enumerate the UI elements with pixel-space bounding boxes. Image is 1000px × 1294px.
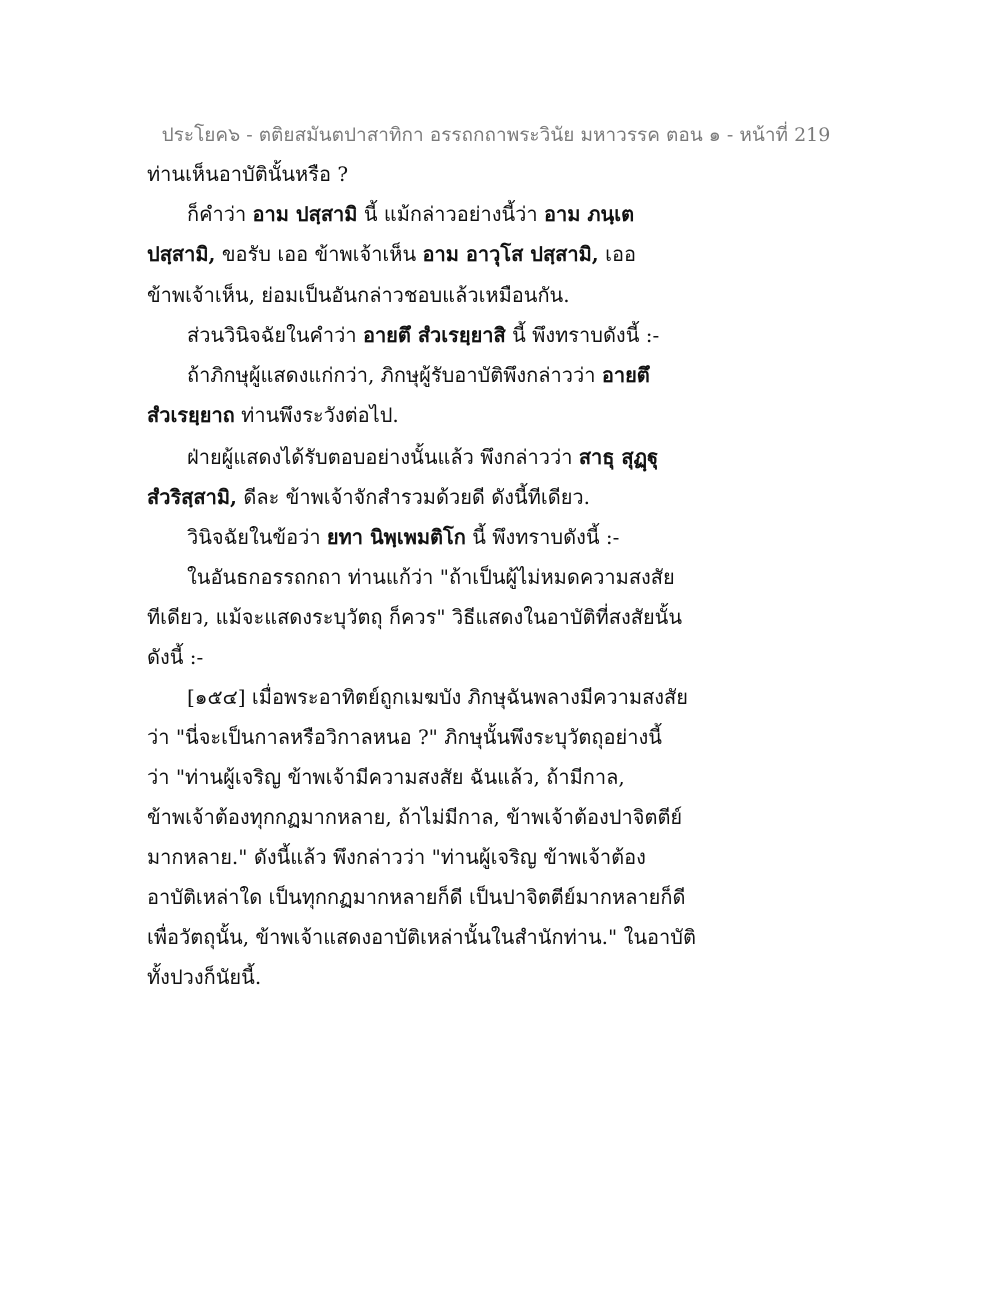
text-run: นี้ แม้กล่าวอย่างนี้ว่า [357,202,544,226]
text-line [147,401,399,429]
text-run: นี้ พึงทราบดังนี้ :- [505,323,660,347]
text-line [147,603,682,631]
bold-term: อาม ปสฺสามิ [252,202,358,226]
text-run: มากหลาย." ดังนี้แล้ว พึงกล่าวว่า "ท่านผู้เจริญ ข้าพเจ้าต้อง [147,845,646,869]
text-line [147,843,646,871]
text-run: ส่วนวินิจฉัยในคำว่า [187,323,363,347]
text-line [147,923,696,951]
text-line [147,281,570,309]
bold-term: อาม ภนฺเต [543,202,635,226]
text-run: [๑๕๔] เมื่อพระอาทิตย์ถูกเมฆบัง ภิกษุฉันพลางมีความสงสัย [187,685,688,709]
bold-term: อายตึ สํวเรยฺยาสิ [362,323,506,347]
text-line [187,683,688,711]
bold-term: สํวริสฺสามิ, [147,485,237,509]
text-run: ฝ่ายผู้แสดงได้รับตอบอย่างนั้นแล้ว พึงกล่าวว่า [187,445,579,469]
text-run: วินิจฉัยในข้อว่า [187,525,327,549]
text-line [147,963,261,991]
bold-term: อาม อาวุโส ปสฺสามิ, [422,242,599,266]
bold-term: ปสฺสามิ, [147,242,216,266]
text-run: ดีละ ข้าพเจ้าจักสำรวมด้วยดี ดังนี้ทีเดียว. [236,485,591,509]
text-run: นี้ พึงทราบดังนี้ :- [465,525,620,549]
text-run: เพื่อวัตถุนั้น, ข้าพเจ้าแสดงอาบัติเหล่านั้นในสำนักท่าน." ในอาบัติ [147,925,696,949]
text-line [147,883,686,911]
text-run: ขอรับ เออ ข้าพเจ้าเห็น [215,242,423,266]
text-run: ถ้าภิกษุผู้แสดงแก่กว่า, ภิกษุผู้รับอาบัติพึงกล่าวว่า [187,363,602,387]
text-line [147,723,662,751]
text-run: เออ [598,242,636,266]
text-run: ดังนี้ :- [147,645,204,669]
text-run: ว่า "ท่านผู้เจริญ ข้าพเจ้ามีความสงสัย ฉันแล้ว, ถ้ามีกาล, [147,765,625,789]
text-line [187,443,658,471]
bold-term: ยทา นิพฺเพมติโก [326,525,466,549]
text-run: ว่า "นี่จะเป็นกาลหรือวิกาลหนอ ?" ภิกษุนั้นพึงระบุวัตถุอย่างนี้ [147,725,662,749]
text-run: ก็คำว่า [187,202,253,226]
text-line [187,523,619,551]
text-line [147,483,590,511]
text-run: อาบัติเหล่าใด เป็นทุกกฏมากหลายก็ดี เป็นปาจิตตีย์มากหลายก็ดี [147,885,686,909]
text-line [187,321,659,349]
text-line [187,200,634,228]
text-run: ท่านเห็นอาบัตินั้นหรือ ? [147,162,349,186]
page-header [0,120,1000,150]
text-run: ข้าพเจ้าต้องทุกกฏมากหลาย, ถ้าไม่มีกาล, ข้าพเจ้าต้องปาจิตตีย์ [147,805,683,829]
text-line [187,361,650,389]
bold-term: สาธุ สุฏฺฐุ [578,445,659,469]
text-run: ทีเดียว, แม้จะแสดงระบุวัตถุ ก็ควร" วิธีแสดงในอาบัติที่สงสัยนั้น [147,605,683,629]
text-run: ข้าพเจ้าเห็น, ย่อมเป็นอันกล่าวชอบแล้วเหมือนกัน. [147,283,570,307]
text-run: ในอันธกอรรถกถา ท่านแก้ว่า "ถ้าเป็นผู้ไม่หมดความสงสัย [187,565,675,589]
text-run: ทั้งปวงก็นัยนี้. [147,965,262,989]
text-line [147,240,636,268]
text-line [147,763,625,791]
text-line [147,643,203,671]
bold-term: อายตึ [601,363,650,387]
text-run: ท่านพึงระวังต่อไป. [234,403,399,427]
text-line [147,803,682,831]
running-title: ประโยค๖ - ตติยสมันตปาสาทิกา อรรถกถาพระวินัย มหาวรรค ตอน ๑ - หน้าที่ 219 [161,124,831,146]
text-line [147,160,348,188]
bold-term: สํวเรยฺยาถ [147,403,235,427]
text-line [187,563,675,591]
